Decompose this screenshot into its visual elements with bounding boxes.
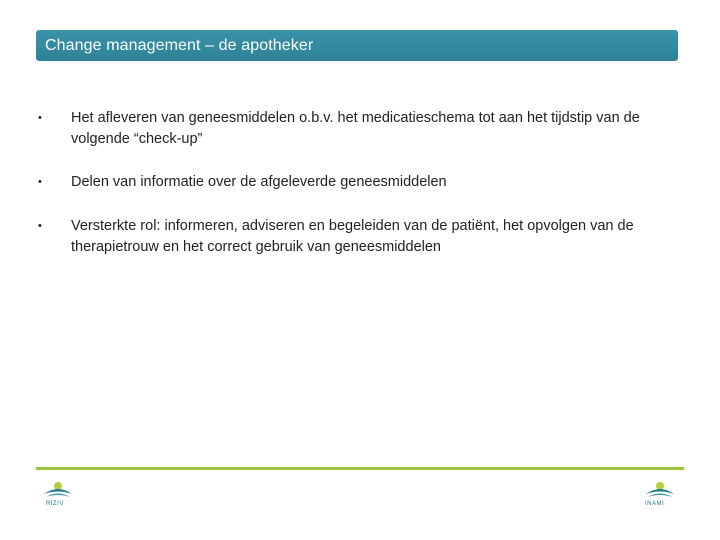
slide-title-bar bbox=[36, 30, 678, 61]
bullet-item bbox=[38, 108, 683, 150]
inami-logo-text: INAMI bbox=[645, 501, 665, 507]
bullet-item bbox=[38, 172, 683, 193]
bullet-item bbox=[38, 216, 683, 258]
footer-divider bbox=[36, 467, 684, 470]
bullet-list bbox=[38, 108, 683, 280]
bullet-text: Versterkte rol: informeren, adviseren en begeleiden van de patiënt, het opvolgen van de therapietrouw en het correct gebruik van geneesmiddelen bbox=[71, 218, 634, 255]
bullet-marker: • bbox=[38, 112, 42, 124]
bullet-marker: • bbox=[38, 176, 42, 188]
bullet-marker: • bbox=[38, 220, 42, 232]
riziv-logo-text: RIZIV bbox=[46, 501, 64, 507]
slide-title: Change management – de apotheker bbox=[45, 36, 314, 54]
bullet-text: Het afleveren van geneesmiddelen o.b.v. het medicatieschema tot aan het tijdstip van de volgende “check-up” bbox=[71, 110, 640, 147]
bullet-text: Delen van informatie over de afgeleverde geneesmiddelen bbox=[71, 174, 447, 190]
